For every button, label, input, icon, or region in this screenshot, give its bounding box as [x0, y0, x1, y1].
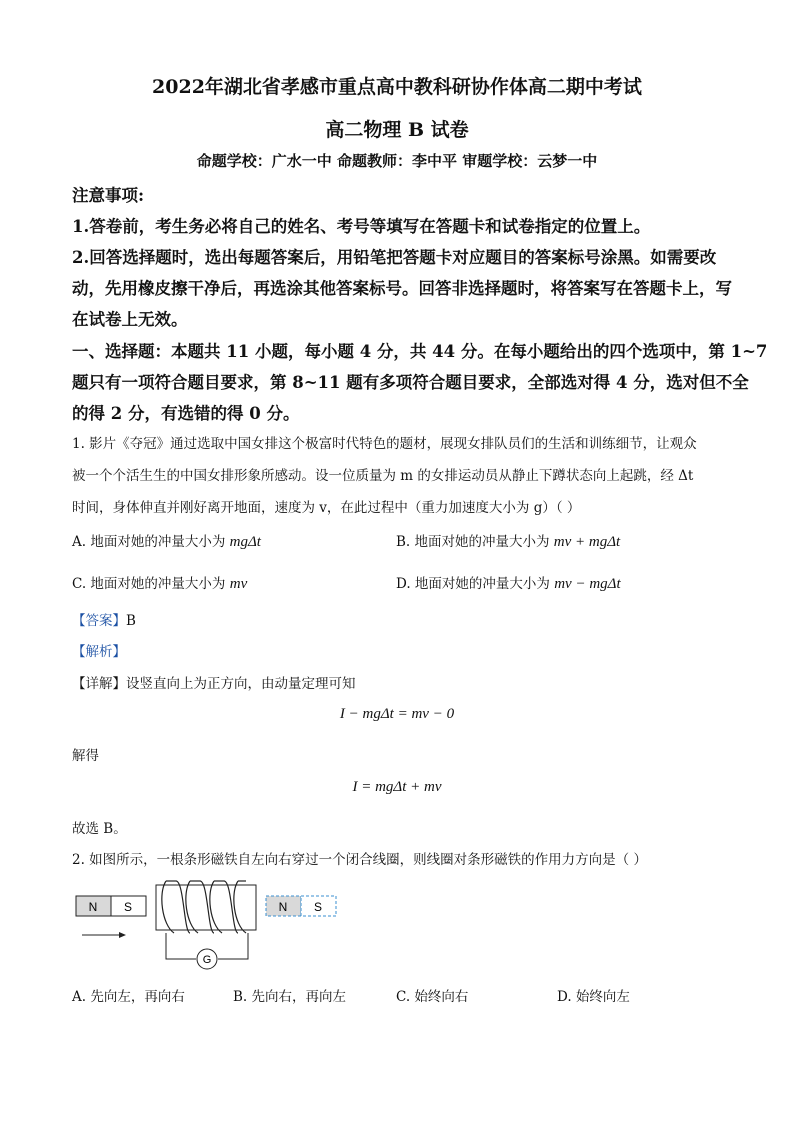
q1-option-b-text: B. 地面对她的冲量大小为	[396, 534, 554, 550]
q1-option-d-text: D. 地面对她的冲量大小为	[396, 576, 555, 592]
exam-info: 命题学校：广水一中 命题教师：李中平 审题学校：云梦一中	[196, 152, 598, 170]
q1-line-2: 被一个个活生生的中国女排形象所感动。设一位质量为 m 的女排运动员从静止下蹲状态向上起跳，经 Δt	[72, 468, 694, 484]
q1-option-a	[72, 530, 261, 551]
section1-line-3: 的得 2 分，有选错的得 0 分。	[72, 404, 300, 423]
q1-option-d-math: mv − mgΔt	[554, 576, 621, 592]
section1-line-1: 一、选择题：本题共 11 小题，每小题 4 分，共 44 分。在每小题给出的四个选项中，第 1~7	[72, 342, 768, 361]
notes-heading: 注意事项:	[72, 186, 145, 205]
q1-option-d	[396, 572, 621, 593]
q1-option-b	[396, 530, 620, 551]
q1-analysis-tag	[72, 640, 126, 660]
q2-option-d: D. 始终向左	[557, 989, 630, 1005]
magnet-right-dashed	[266, 896, 336, 916]
notes-item-1: 1.答卷前，考生务必将自己的姓名、考号等填写在答题卡和试卷指定的位置上。	[72, 217, 651, 236]
exam-subtitle: 高二物理 B 试卷	[325, 119, 469, 141]
q1-option-a-math: mgΔt	[229, 534, 261, 550]
magnet-right-n-label: N	[278, 900, 288, 914]
galvanometer-label: G	[202, 954, 212, 966]
q1-line-1: 1. 影片《夺冠》通过选取中国女排这个极富时代特色的题材，展现女排队员们的生活和训练细节，让观众	[72, 436, 697, 452]
q1-line-3: 时间，身体伸直并刚好离开地面，速度为 v，在此过程中（重力加速度大小为 g）（ ）	[72, 500, 581, 516]
detail-tag: 【详解】	[72, 676, 126, 692]
motion-arrow	[82, 932, 126, 938]
magnet-right-s-label: S	[313, 900, 323, 914]
q1-answer	[72, 609, 136, 629]
detail-text: 设竖直向上为正方向，由动量定理可知	[126, 676, 356, 692]
answer-value: B	[126, 613, 136, 629]
exam-title: 2022年湖北省孝感市重点高中教科研协作体高二期中考试	[152, 76, 642, 98]
q2-option-c: C. 始终向右	[396, 989, 469, 1005]
q2-option-a: A. 先向左，再向右	[72, 989, 185, 1005]
q1-option-c-math: mv	[229, 576, 248, 592]
magnet-left	[76, 896, 146, 916]
q1-equation-1: I − mgΔt = mv − 0	[339, 706, 455, 722]
q1-conclusion: 故选 B。	[72, 821, 127, 837]
q1-detail	[72, 672, 356, 692]
magnet-left-s-label: S	[123, 900, 133, 914]
q1-equation-2: I = mgΔt + mv	[352, 779, 442, 795]
q1-option-c-text: C. 地面对她的冲量大小为	[72, 576, 230, 592]
galvanometer	[197, 949, 217, 969]
notes-item-2-line-1: 2.回答选择题时，选出每题答案后，用铅笔把答题卡对应题目的答案标号涂黑。如需要改	[72, 248, 717, 267]
q1-solve-label: 解得	[72, 748, 99, 764]
q1-option-c	[72, 572, 247, 593]
section1-line-2: 题只有一项符合题目要求，第 8~11 题有多项符合题目要求，全部选对得 4 分，选对但不全	[72, 373, 749, 392]
analysis-tag: 【解析】	[72, 644, 126, 660]
q2-option-b: B. 先向右，再向左	[233, 989, 347, 1005]
notes-item-2-line-2: 动，先用橡皮擦干净后，再选涂其他答案标号。回答非选择题时，将答案写在答题卡上，写	[72, 279, 732, 298]
coil	[156, 881, 256, 933]
q1-option-a-text: A. 地面对她的冲量大小为	[72, 534, 230, 550]
magnet-left-n-label: N	[88, 900, 98, 914]
q1-option-b-math: mv + mgΔt	[553, 534, 621, 550]
q2-figure	[70, 875, 360, 975]
q2-question: 2. 如图所示，一根条形磁铁自左向右穿过一个闭合线圈，则线圈对条形磁铁的作用力方向是（ ）	[72, 852, 647, 868]
notes-item-2-line-3: 在试卷上无效。	[72, 310, 188, 329]
answer-tag: 【答案】	[72, 613, 126, 629]
